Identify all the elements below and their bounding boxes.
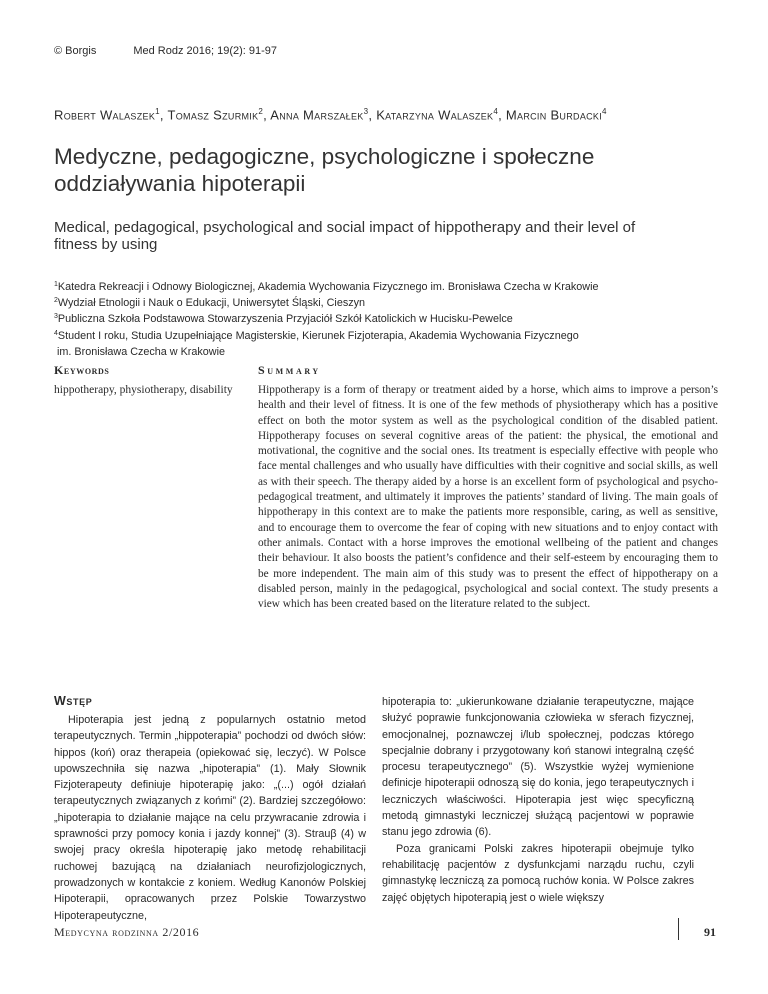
body-column-left xyxy=(54,712,366,924)
footer-divider xyxy=(678,918,679,940)
affiliation-text: Student I roku, Studia Uzupełniające Magisterskie, Kierunek Fizjoterapia, Akademia Wychowania Fizycznego xyxy=(57,329,579,342)
affiliation-number: 2 xyxy=(54,297,58,305)
footer-journal: Medycyna rodzinna 2/2016 xyxy=(54,925,200,939)
section-heading-intro: Wstęp xyxy=(54,694,93,708)
summary-heading: Summary xyxy=(258,363,321,377)
page-number: 91 xyxy=(704,925,716,939)
author-separator: , xyxy=(368,107,377,123)
publisher-label: © Borgis xyxy=(54,45,97,57)
article-subtitle: Medical, pedagogical, psychological and social impact of hippotherapy and their level of fitness by using xyxy=(54,219,636,253)
affiliation-number: 1 xyxy=(54,281,58,288)
author-name: Tomasz Szurmik xyxy=(167,107,259,123)
affiliation-line xyxy=(54,328,734,344)
author-separator: , xyxy=(263,107,271,123)
affiliation-text: Wydział Etnologii i Nauk o Edukacji, Uniwersytet Śląski, Cieszyn xyxy=(57,297,366,310)
keywords-text: hippotherapy, physiotherapy, disability xyxy=(54,384,233,396)
affiliation-number: 4 xyxy=(54,329,58,337)
paragraph: Hipoterapia jest jedną z popularnych ostatnio metod terapeutycznych. Termin „hippoterapia” pochodzi od dwóch słów: hippos (koń) oraz therapeia (opiekować się, leczyć). W Polsce upowszechniła się nazwa „hipoterapia” (1). Mały Słownik Fizjoterapeuty definiuje hipoterapię jako: „(...) ogół działań terapeutycznych związanych z końmi” (2). Bardziej szczegółowo: „hipoterapia to działanie mające na celu przywracanie zdrowia i sprawności przy pomocy konia i jazdy konnej” (3). Strauβ (4) w swojej pracy określa hipoterapię jako metodę rehabilitacji ruchowej bazującą na działaniach neurofizjologicznych, prowadzonych w kontakcie z koniem. Według Kanonów Polskiej Hipoterapii, opracowanych przez Polskie Towarzystwo Hipoterapeutyczne, xyxy=(54,714,366,922)
paragraph: Poza granicami Polski zakres hipoterapii obejmuje tylko rehabilitację pacjentów z dysfunkcjami narządu ruchu, czyli gimnastykę leczniczą za pomocą ruchów konia. W Polsce zakres zajęć objętych hipoterapią jest o wiele większy xyxy=(382,842,694,904)
author-affiliation-number: 4 xyxy=(602,107,607,116)
citation-label: Med Rodz 2016; 19(2): 91-97 xyxy=(133,45,278,57)
affiliation-text: Publiczna Szkoła Podstawowa Stowarzyszenia Przyjaciół Szkół Katolickich w Hucisku-Pewelce xyxy=(57,313,513,326)
affiliation-line xyxy=(54,295,734,311)
article-title: Medyczne, pedagogiczne, psychologiczne i społeczne oddziaływania hipoterapii xyxy=(54,144,595,196)
author-name: Robert Walaszek xyxy=(54,107,156,123)
paragraph: hipoterapia to: „ukierunkowane działanie terapeutyczne, mające służyć poprawie funkcjonowania człowieka w sferach fizycznej, emocjonalnej, poznawczej i/lub społecznej, podczas którego specjalnie dobrany i przygotowany koń stanowi integralną część procesu terapeutycznego” (5). Wszystkie wyżej wymienione definicje hipoterapii odnoszą się do konia, jego terapeutycznych i leczniczych właściwości. Hipoterapia jest więc specyficzną metodą gimnastyki leczniczej służącą pacjentowi w poprawie stanu jego zdrowia (6). xyxy=(382,696,694,839)
keywords-heading: Keywords xyxy=(54,363,110,377)
author-affiliation-number: 4 xyxy=(493,107,499,116)
affiliation-line xyxy=(54,279,734,295)
author-affiliation-number: 1 xyxy=(155,107,160,116)
author-list xyxy=(54,107,607,122)
affiliation-text: im. Bronisława Czecha w Krakowie xyxy=(54,345,226,358)
author-separator: , xyxy=(159,107,168,123)
affiliation-number: 3 xyxy=(54,313,58,321)
affiliation-line xyxy=(54,311,734,327)
author-affiliation-number: 3 xyxy=(363,107,369,116)
author-name: Katarzyna Walaszek xyxy=(376,107,494,123)
journal-header xyxy=(54,45,277,57)
affiliations xyxy=(54,279,734,360)
summary-text: Hippotherapy is a form of therapy or treatment aided by a horse, which aims to improve a person’s health and their level of fitness. It is one of the few methods of physiotherapy which has a positive effect on both the motor system as well as the psychological condition of the disabled patient. Hippotherapy focuses on several cognitive areas of the patient: the physical, the emotional and motivational, the cognitive and the social ones. Its treatment is especially effective with people who face mental challenges and who usually have difficulties with their cognitive and social skills, as well as with their speech. The therapy aided by a horse is an excellent form of psychological and psycho-pedagogical treatment, and ultimately it improves the patients’ standard of living. The main goals of hippotherapy in this context are to make the patients more responsible, caring, as well as sensitive, and to encourage them to overcome the fear of coping with new situations and to enjoy contact with other animals. Contact with a horse improves the emotional wellbeing of the patient and changes their behaviour. It also boosts the patient’s confidence and their self-esteem by encouraging them to be more independent. The main aim of this study was to present the effect of hippotherapy on a disabled person, mainly in the pedagogical, psychological and social context. The study presents a view which has been created based on the literature related to the subject. xyxy=(258,384,718,611)
author-affiliation-number: 2 xyxy=(258,107,264,116)
affiliation-line xyxy=(54,344,734,360)
body-column-right xyxy=(382,694,694,906)
author-separator: , xyxy=(498,107,506,123)
affiliation-text: Katedra Rekreacji i Odnowy Biologicznej, Akademia Wychowania Fizycznego im. Bronisława Czecha w Krakowie xyxy=(57,281,599,293)
author-name: Marcin Burdacki xyxy=(505,107,603,123)
author-name: Anna Marszałek xyxy=(270,107,364,123)
